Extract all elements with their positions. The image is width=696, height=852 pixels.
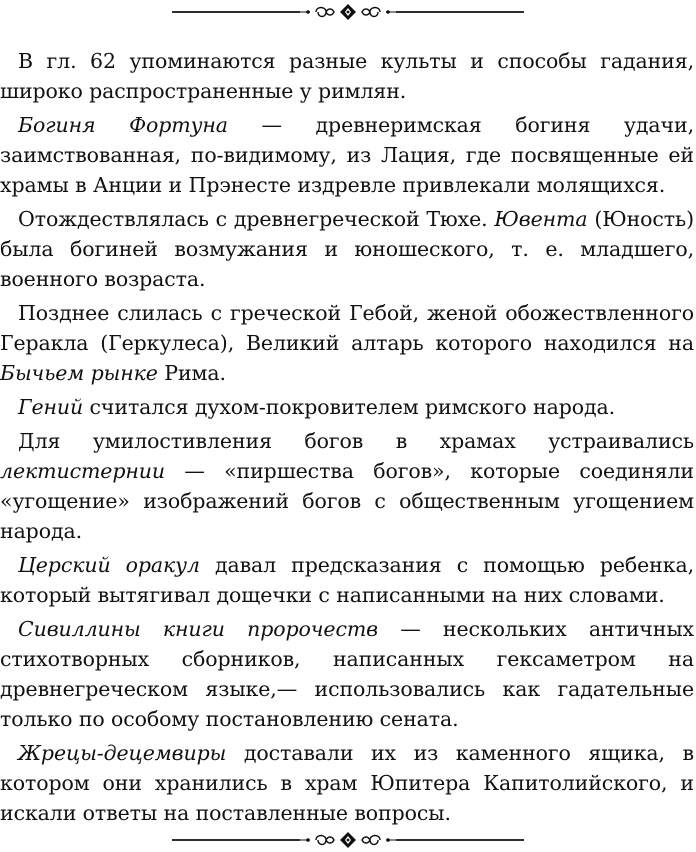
term-cattle-market: Бычьем рынке (0, 361, 158, 385)
term-sibylline-books: Сивиллины книги пророчеств (18, 617, 379, 641)
text-segment: Отождествлялась с древнегреческой Тюхе. (18, 207, 495, 231)
paragraph-juventa (0, 204, 694, 294)
text-segment: — нескольких античных стихотворных сборников, написанных гексаметром на древнегреческом языке,— использовались как гадательные только по особому постановлению сената. (0, 617, 695, 731)
paragraph-hebe (0, 298, 694, 388)
text-segment: В гл. 62 упоминаются разные культы и способы гадания, широко распространенные у римлян. (0, 49, 694, 103)
bottom-ornament-divider (0, 828, 696, 852)
text-segment: (Юность) была богиней возмужания и юношеского, т. е. младшего, военного возраста. (0, 207, 694, 291)
term-juventa: Ювента (494, 207, 588, 231)
term-lectisternia: лектистернии (0, 459, 165, 483)
paragraph-lectisternia (0, 426, 694, 546)
paragraph-genius (0, 392, 694, 422)
article-body (0, 46, 694, 832)
text-segment: — «пиршества богов», которые соединяли «угощение» изображений богов с общественным угощением народа. (0, 459, 694, 543)
paragraph-fortuna (0, 110, 694, 200)
term-oracle: Церский оракул (18, 553, 200, 577)
term-decemvirs: Жрецы-децемвиры (18, 741, 227, 765)
text-segment: Рима. (157, 361, 226, 385)
text-segment: считался духом-покровителем римского народа. (83, 395, 616, 419)
term-genius: Гений (18, 395, 84, 419)
text-segment: Для умилостивления богов в храмах устраивались (18, 429, 694, 453)
paragraph-decemvirs (0, 738, 694, 828)
text-segment: — древнеримская богиня удачи, заимствованная, по-видимому, из Лация, где посвященные ей храмы в Анции и Прэнесте издревле привлекали молящихся. (0, 113, 694, 197)
paragraph-cults-intro (0, 46, 694, 106)
term-fortuna: Богиня Фортуна (18, 113, 228, 137)
text-segment: Позднее слилась с греческой Гебой, женой обожествленного Геракла (Геркулеса), Великий алтарь которого находился на (0, 301, 694, 355)
paragraph-sibylline-books (0, 614, 694, 734)
top-ornament-divider (0, 0, 696, 24)
text-segment: доставали их из каменного ящика, в котором они хранились в храм Юпитера Капитолийского, и искали ответы на поставленные вопросы. (0, 741, 694, 825)
paragraph-oracle (0, 550, 694, 610)
text-segment: давал предсказания с помощью ребенка, который вытягивал дощечки с написанными на них словами. (0, 553, 694, 607)
